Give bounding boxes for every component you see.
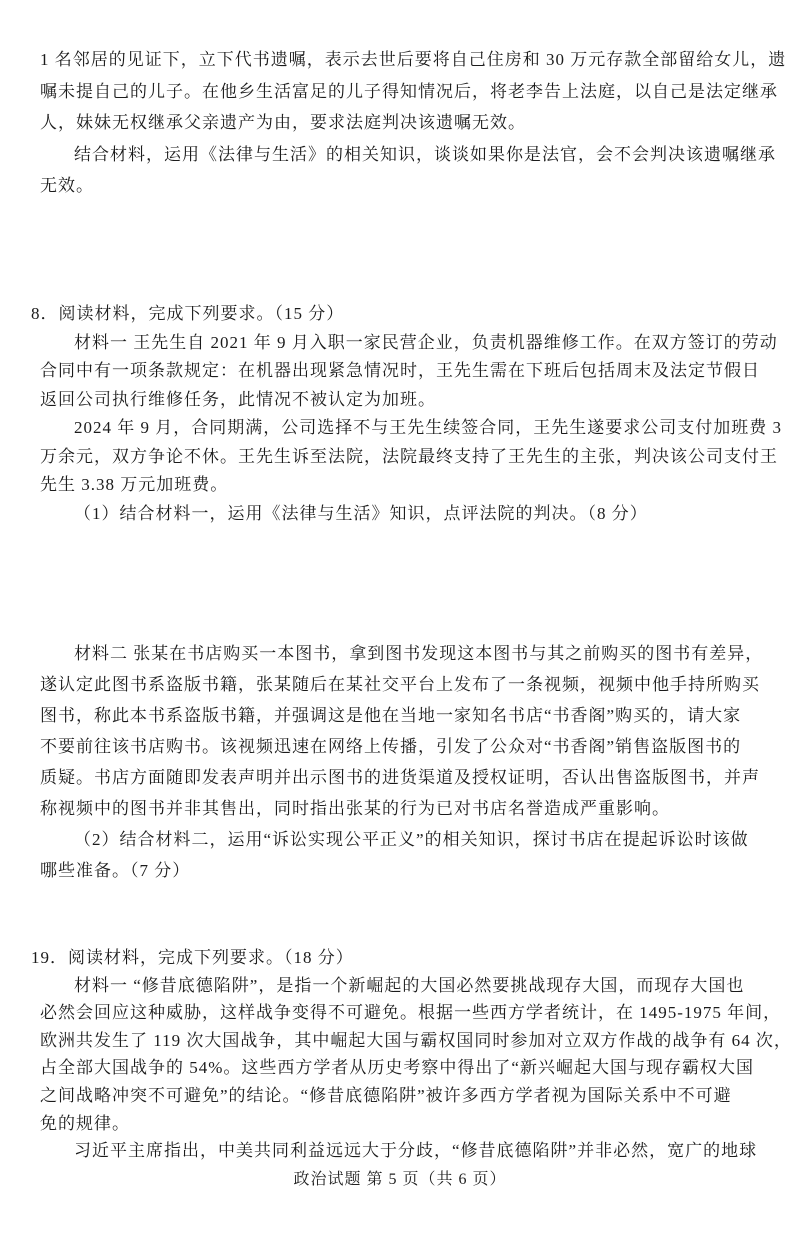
text-line: 嘱未提自己的儿子。在他乡生活富足的儿子得知情况后，将老李告上法庭，以自己是法定继承	[40, 81, 778, 101]
task-line: 结合材料，运用《法律与生活》的相关知识，谈谈如果你是法官，会不会判决该遗嘱继承	[74, 144, 776, 164]
material1-line: 之间战略冲突不可避免”的结论。“修昔底德陷阱”被许多西方学者视为国际关系中不可避	[40, 1085, 732, 1105]
task-line: 无效。	[40, 176, 94, 195]
paragraph-line: 习近平主席指出，中美共同利益远远大于分歧，“修昔底德陷阱”并非必然，宽广的地球	[74, 1141, 758, 1161]
question-8-block	[31, 300, 782, 528]
material2-line: 质疑。书店方面随即发表声明并出示图书的进货渠道及授权证明，否认出售盗版图书，并声	[40, 768, 760, 787]
material1-line: 欧洲共发生了 119 次大国战争，其中崛起大国与霸权国同时参加对立双方作战的战争有 64 次，	[40, 1030, 792, 1050]
question8-part2: （2）结合材料二，运用“诉讼实现公平正义”的相关知识，探讨书店在提起诉讼时该做	[74, 830, 749, 849]
material2-line: 称视频中的图书并非其售出，同时指出张某的行为已对书店名誉造成严重影响。	[40, 799, 670, 818]
material1-line: 合同中有一项条款规定：在机器出现紧急情况时，王先生需在下班后包括周末及法定节假日	[40, 361, 760, 380]
question8-heading: 8．阅读材料，完成下列要求。（15 分）	[31, 304, 345, 323]
text-line: 人，妹妹无权继承父亲遗产为由，要求法庭判决该遗嘱无效。	[40, 113, 526, 132]
material1-line: 必然会回应这种威胁，这样战争变得不可避免。根据一些西方学者统计，在 1495-1975 年间，	[40, 1003, 782, 1023]
page-footer: 政治试题 第 5 页（共 6 页）	[293, 1171, 507, 1188]
material1-line: 材料一 “修昔底德陷阱”，是指一个新崛起的大国必然要挑战现存大国，而现存大国也	[74, 975, 745, 995]
question7-continuation	[40, 44, 787, 202]
material1-line: 材料一 王先生自 2021 年 9 月入职一家民营企业，负责机器维修工作。在双方签订的劳动	[74, 332, 778, 352]
question19-heading: 19．阅读材料，完成下列要求。（18 分）	[31, 948, 354, 967]
material1-line: 先生 3.38 万元加班费。	[40, 475, 229, 494]
question-8-material2-block	[40, 638, 778, 886]
material2-line: 遂认定此图书系盗版书籍，张某随后在某社交平台上发布了一条视频，视频中他手持所购买	[40, 675, 760, 694]
material2-line: 图书，称此本书系盗版书籍，并强调这是他在当地一家知名书店“书香阁”购买的，请大家	[40, 706, 742, 725]
material1-line: 2024 年 9 月，合同期满，公司选择不与王先生续签合同，王先生遂要求公司支付加班费 3	[74, 418, 782, 437]
material1-line: 万余元，双方争论不休。王先生诉至法院，法院最终支持了王先生的主张，判决该公司支付王	[40, 446, 778, 466]
material1-line: 返回公司执行维修任务，此情况不被认定为加班。	[40, 389, 436, 409]
material2-line: 材料二 张某在书店购买一本图书，拿到图书发现这本图书与其之前购买的图书有差异，	[74, 644, 764, 663]
question-19-block	[31, 944, 792, 1165]
question8-part2: 哪些准备。（7 分）	[40, 861, 191, 880]
question8-part1: （1）结合材料一，运用《法律与生活》知识，点评法院的判决。（8 分）	[74, 503, 648, 523]
material1-line: 占全部大国战争的 54%。这些西方学者从历史考察中得出了“新兴崛起大国与现存霸权大国	[40, 1058, 754, 1078]
material1-line: 免的规律。	[40, 1113, 130, 1133]
material2-line: 不要前往该书店购书。该视频迅速在网络上传播，引发了公众对“书香阁”销售盗版图书的	[40, 737, 742, 756]
text-line: 1 名邻居的见证下，立下代书遗嘱，表示去世后要将自己住房和 30 万元存款全部留给女儿，遗	[40, 50, 787, 69]
